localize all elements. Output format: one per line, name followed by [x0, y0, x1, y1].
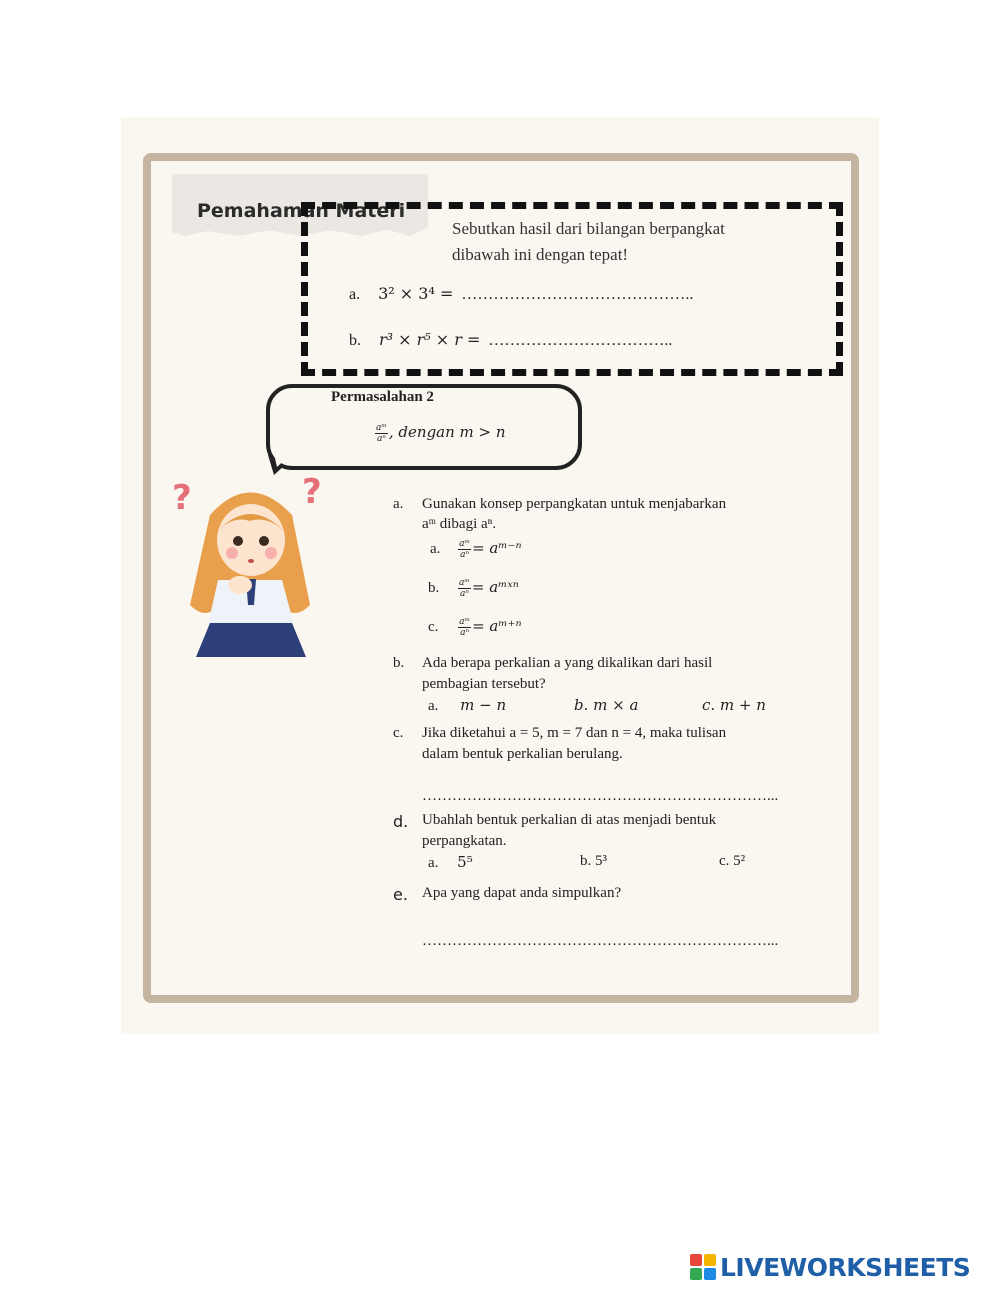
- problem-title: Permasalahan 2: [331, 389, 434, 405]
- option-b[interactable]: b. m × a: [574, 696, 639, 714]
- option-label: a.: [428, 855, 439, 871]
- question-text: Ada berapa perkalian a yang dikalikan dari hasil: [422, 655, 713, 671]
- option-a[interactable]: [428, 696, 506, 715]
- question-d: [393, 812, 717, 832]
- question-text-line2: pembagian tersebut?: [422, 676, 546, 692]
- question-label: d.: [393, 812, 409, 831]
- question-text-line2: aᵐ dibagi aⁿ.: [422, 516, 497, 532]
- item-expression: 3² × 3⁴ =: [378, 284, 454, 303]
- option-rhs: = aᵐˣⁿ: [471, 578, 519, 596]
- question-c: [393, 725, 727, 742]
- option-rhs: = aᵐ⁺ⁿ: [472, 617, 522, 635]
- answer-blank[interactable]: ……………………………………………………………...: [422, 933, 779, 949]
- question-text: Apa yang dapat anda simpulkan?: [422, 885, 622, 901]
- liveworksheets-logo[interactable]: [690, 1252, 970, 1282]
- option-label: a.: [430, 541, 441, 557]
- option-value: m − n: [460, 696, 507, 714]
- answer-blank[interactable]: ……………………………..: [488, 332, 673, 349]
- thinking-girl-illustration: [170, 475, 330, 665]
- option-label: b.: [428, 580, 440, 596]
- problem-statement: [375, 423, 506, 444]
- exercise-item: [349, 330, 672, 350]
- question-text-line2: perpangkatan.: [422, 833, 507, 849]
- svg-text:?: ?: [302, 475, 322, 512]
- option-label: a.: [428, 698, 439, 714]
- exercise-item: [349, 284, 693, 304]
- question-e: [393, 885, 622, 905]
- option-b[interactable]: [428, 578, 519, 599]
- question-a: [393, 496, 727, 513]
- option-c[interactable]: c. 5²: [719, 853, 746, 869]
- option-c[interactable]: c. m + n: [702, 696, 766, 714]
- question-label: e.: [393, 885, 408, 904]
- section-title: Pemahaman Materi: [197, 200, 406, 222]
- fraction: $\frac{\text{aᵐ}}{\text{aⁿ}}$: [459, 617, 471, 639]
- answer-blank[interactable]: ……………………………………………………………...: [422, 788, 779, 804]
- svg-text:?: ?: [172, 478, 192, 518]
- option-b[interactable]: b. 5³: [580, 853, 607, 869]
- question-label: a.: [393, 496, 404, 512]
- option-a[interactable]: [428, 853, 473, 872]
- problem-condition: , dengan m > n: [388, 423, 506, 441]
- fraction: $\frac{\text{aᵐ}}{\text{aⁿ}}$: [376, 423, 387, 445]
- item-label: a.: [349, 286, 361, 303]
- question-text: Ubahlah bentuk perkalian di atas menjadi bentuk: [422, 812, 717, 828]
- item-label: b.: [349, 332, 361, 349]
- question-b: [393, 655, 713, 672]
- answer-blank[interactable]: ……………………………………..: [461, 286, 694, 303]
- fraction: $\frac{\text{aᵐ}}{\text{aⁿ}}$: [459, 539, 471, 561]
- question-text: Jika diketahui a = 5, m = 7 dan n = 4, maka tulisan: [422, 725, 727, 741]
- fraction: $\frac{\text{aᵐ}}{\text{aⁿ}}$: [459, 578, 470, 600]
- option-rhs: = aᵐ⁻ⁿ: [472, 539, 522, 557]
- option-value: 5⁵: [457, 853, 473, 871]
- brand-name: LIVEWORKSHEETS: [720, 1252, 971, 1282]
- question-text-line2: dalam bentuk perkalian berulang.: [422, 746, 623, 762]
- exercise-instruction: Sebutkan hasil dari bilangan berpangkat dibawah ini dengan tepat!: [452, 219, 725, 264]
- item-expression: r³ × r⁵ × r =: [379, 330, 481, 349]
- question-label: c.: [393, 725, 404, 741]
- question-label: b.: [393, 655, 405, 671]
- bubble-tail-fill: [274, 454, 291, 467]
- option-a[interactable]: [430, 539, 522, 560]
- logo-icon: [690, 1254, 716, 1280]
- option-label: c.: [428, 619, 439, 635]
- option-c[interactable]: [428, 617, 522, 638]
- question-text: Gunakan konsep perpangkatan untuk menjabarkan: [422, 496, 727, 512]
